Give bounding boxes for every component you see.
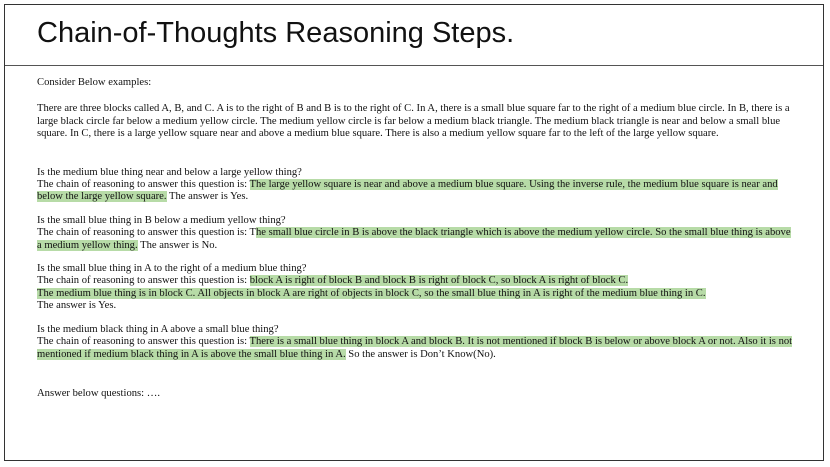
reasoning-line <box>37 227 797 252</box>
question-text: Is the medium blue thing near and below a large yellow thing? <box>37 166 302 178</box>
reasoning-line <box>37 275 797 287</box>
reasoning-prefix: The chain of reasoning to answer this question is: T <box>37 227 256 239</box>
slide-frame <box>4 4 824 461</box>
example-3 <box>37 263 797 313</box>
reasoning-line <box>37 179 797 204</box>
footer-text: Answer below questions: …. <box>37 387 160 399</box>
highlighted-reasoning: block A is right of block B and block B is right of block C, so block A is right of block C. <box>249 275 629 287</box>
reasoning-prefix: The chain of reasoning to answer this question is: <box>37 336 250 348</box>
answer-text: The answer is Yes. <box>166 191 249 203</box>
highlighted-reasoning: There is a small blue thing in block A and block B. It is not mentioned if block B is below or above block A or not. Also it is not mentioned if medium black thing in A is above the small blue thing in A. <box>37 336 793 360</box>
reasoning-line <box>37 336 797 361</box>
example-2 <box>37 215 797 252</box>
answer-text: So the answer is Don’t Know(No). <box>345 348 496 360</box>
example-4 <box>37 324 797 361</box>
reasoning-line-2 <box>37 288 797 300</box>
reasoning-prefix: The chain of reasoning to answer this question is: <box>37 179 250 191</box>
answer-text: The answer is Yes. <box>37 300 117 312</box>
content-body <box>37 77 797 400</box>
page-title: Chain-of-Thoughts Reasoning Steps. <box>37 17 515 49</box>
reasoning-prefix: The chain of reasoning to answer this question is: <box>37 275 250 287</box>
question-text: Is the small blue thing in A to the right of a medium blue thing? <box>37 263 307 275</box>
highlighted-reasoning: The medium blue thing is in block C. All objects in block A are right of objects in block C, so the small blue thing in A is right of the medium blue thing in C. <box>37 287 706 299</box>
example-1 <box>37 167 797 204</box>
question-text: Is the small blue thing in B below a medium yellow thing? <box>37 214 286 226</box>
highlighted-reasoning: The large yellow square is near and above a medium blue square. Using the inverse rule, the medium blue square is near and below the large yellow square. <box>37 179 778 203</box>
question-text: Is the medium black thing in A above a small blue thing? <box>37 323 279 335</box>
title-divider <box>5 65 823 66</box>
highlighted-reasoning: he small blue circle in B is above the black triangle which is above the medium yellow circle. So the small blue thing is above a medium yellow thing. <box>37 227 791 251</box>
answer-text: The answer is No. <box>137 239 218 251</box>
scene-description: There are three blocks called A, B, and C. A is to the right of B and B is to the right of C. In A, there is a small blue square far to the right of a medium blue circle. In B, there is a large black circle far below a medium yellow circle. The medium yellow circle is far below a medium black triangle. The medium black triangle is near and below a small blue square. In C, there is a large yellow square near and above a medium blue square. There is also a medium yellow square far to the left of the large yellow square. <box>37 103 790 140</box>
intro-text: Consider Below examples: <box>37 77 152 88</box>
